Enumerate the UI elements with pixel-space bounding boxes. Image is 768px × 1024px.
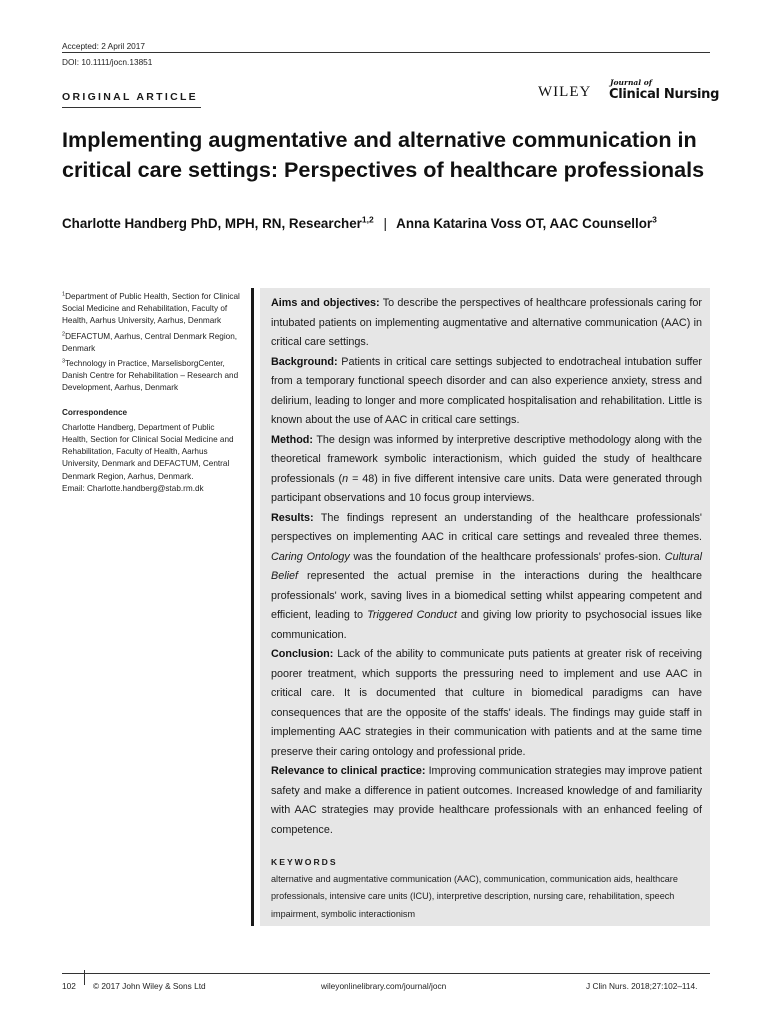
section-label: Method: bbox=[271, 433, 313, 446]
affiliation bbox=[62, 291, 242, 328]
section-label: Conclusion: bbox=[271, 648, 334, 660]
article-type-underline bbox=[62, 107, 201, 108]
section-text: The findings represent an understanding of the healthcare professionals' perspectives on implementing AAC in critical care settings and revealed three themes. bbox=[271, 511, 702, 543]
page-number: 102 bbox=[62, 981, 76, 991]
affiliation bbox=[62, 358, 242, 395]
article-title: Implementing augmentative and alternative communication in critical care settings: Perspectives of healthcare professionals bbox=[62, 127, 705, 182]
citation: J Clin Nurs. 2018;27:102–114. bbox=[586, 981, 698, 991]
section-text: To describe the perspectives of healthcare professionals caring for intubated patients on implementing augmentative and alternative communication (AAC) in critical care settings. bbox=[271, 297, 702, 348]
sample-size-symbol: n bbox=[342, 472, 349, 485]
affiliation-number: 2 bbox=[62, 330, 66, 337]
section-text: = 48) in five different intensive care units. Data were generated through participant observations and 10 focus group interviews. bbox=[271, 472, 702, 504]
publisher-logo: WILEY bbox=[538, 84, 592, 100]
author-separator: | bbox=[383, 216, 387, 231]
section-label: Relevance to clinical practice: bbox=[271, 765, 426, 777]
section-text: was the foundation of the healthcare professionals' profes-sion. bbox=[349, 550, 665, 563]
abstract-method bbox=[271, 431, 702, 509]
footer-rule bbox=[62, 973, 710, 974]
section-text: Lack of the ability to communicate puts patients at greater risk of receiving poorer treatment, which supports the pressuring need to implement and use AAC in critical care. It is documented that culture in biomedical paradigms can have consequences that are the opposite of the staffs' ideals. The findings may guide staff in implementing AAC strategies in their communication with patients and at the same time preserve their caring ontology and professional pride. bbox=[271, 648, 702, 758]
abstract-conclusion bbox=[271, 645, 702, 762]
abstract-background bbox=[271, 353, 702, 431]
accepted-date: Accepted: 2 April 2017 bbox=[62, 41, 146, 51]
journal-name: Clinical Nursing bbox=[609, 87, 720, 102]
keywords-heading: KEYWORDS bbox=[271, 857, 338, 867]
correspondence-heading: Correspondence bbox=[62, 407, 128, 417]
section-text: represented the actual premise in the interactions during the healthcare professionals' work, saving lives in a biomedical setting whilst appearing competent and efficient, leading to bbox=[271, 570, 702, 621]
affiliation-text: Technology in Practice, MarselisborgCenter, Danish Centre for Rehabilitation – Research and Development, Aarhus, Denmark bbox=[62, 359, 239, 393]
header-rule bbox=[62, 52, 710, 53]
theme-name: Cultural Belief bbox=[271, 550, 702, 582]
abstract-results bbox=[271, 509, 702, 646]
section-label: Aims and objectives: bbox=[271, 297, 380, 309]
author-1: Charlotte Handberg PhD, MPH, RN, Researcher bbox=[62, 216, 362, 231]
author-list bbox=[62, 211, 712, 236]
journal-website-link[interactable]: wileyonlinelibrary.com/journal/jocn bbox=[321, 981, 447, 991]
affiliation bbox=[62, 331, 242, 355]
correspondence-address: Charlotte Handberg, Department of Public Health, Section for Clinical Social Medicine and Rehabilitation, Faculty of Health, Aarhus University, Denmark and DEFACTUM, Central Denmark Region, Aarhus, Denmark. bbox=[62, 422, 234, 481]
footer-divider bbox=[84, 970, 85, 985]
abstract bbox=[271, 294, 702, 840]
section-label: Background: bbox=[271, 355, 338, 368]
author-2-affiliation: 3 bbox=[652, 214, 657, 225]
keywords-list: alternative and augmentative communication (AAC), communication, communication aids, healthcare professionals, intensive care units (ICU), interpretive description, nursing care, rehabilitation, speech impairment, symbolic interactionism bbox=[271, 874, 678, 919]
affiliation-text: DEFACTUM, Aarhus, Central Denmark Region, Denmark bbox=[62, 331, 238, 353]
section-label: Results: bbox=[271, 511, 314, 524]
author-1-affiliation: 1,2 bbox=[361, 214, 374, 225]
affiliation-number: 3 bbox=[62, 358, 66, 365]
correspondence-email[interactable]: Email: Charlotte.handberg@stab.rm.dk bbox=[62, 483, 204, 493]
abstract-aims bbox=[271, 294, 702, 353]
abstract-relevance bbox=[271, 762, 702, 840]
theme-name: Caring Ontology bbox=[271, 550, 350, 563]
journal-prefix: Journal of bbox=[610, 78, 652, 87]
section-text: Patients in critical care settings subjected to endotracheal intubation suffer from a temporary functional speech disorder and can also experience anxiety, stress and delirium, leading to longer and more complicated hospitalisation and rehabilitation. Little is known about the use of AAC in critical care settings. bbox=[271, 355, 703, 426]
affiliations-column bbox=[62, 291, 242, 498]
section-text: Improving communication strategies may improve patient safety and make a difference in patient outcomes. Increased knowledge of and familiarity with AAC strategies may provide healthcare professionals with an enhanced feeling of competence. bbox=[271, 765, 702, 836]
article-type: ORIGINAL ARTICLE bbox=[62, 91, 198, 103]
copyright: © 2017 John Wiley & Sons Ltd bbox=[93, 981, 206, 991]
affiliation-number: 1 bbox=[62, 291, 66, 298]
doi: DOI: 10.1111/jocn.13851 bbox=[62, 57, 153, 67]
section-text: The design was informed by interpretive descriptive methodology along with the theoretical framework symbolic interactionism, which guided the study of healthcare professionals ( bbox=[271, 433, 702, 485]
section-text: and giving low priority to psychosocial issues like communication. bbox=[271, 609, 702, 641]
affiliation-text: Department of Public Health, Section for Clinical Social Medicine and Rehabilitation, Faculty of Health, Aarhus University, Aarhus, Denmark bbox=[62, 292, 240, 326]
theme-name: Triggered Conduct bbox=[367, 609, 457, 621]
column-divider bbox=[251, 288, 254, 926]
author-2: Anna Katarina Voss OT, AAC Counsellor bbox=[396, 216, 653, 231]
